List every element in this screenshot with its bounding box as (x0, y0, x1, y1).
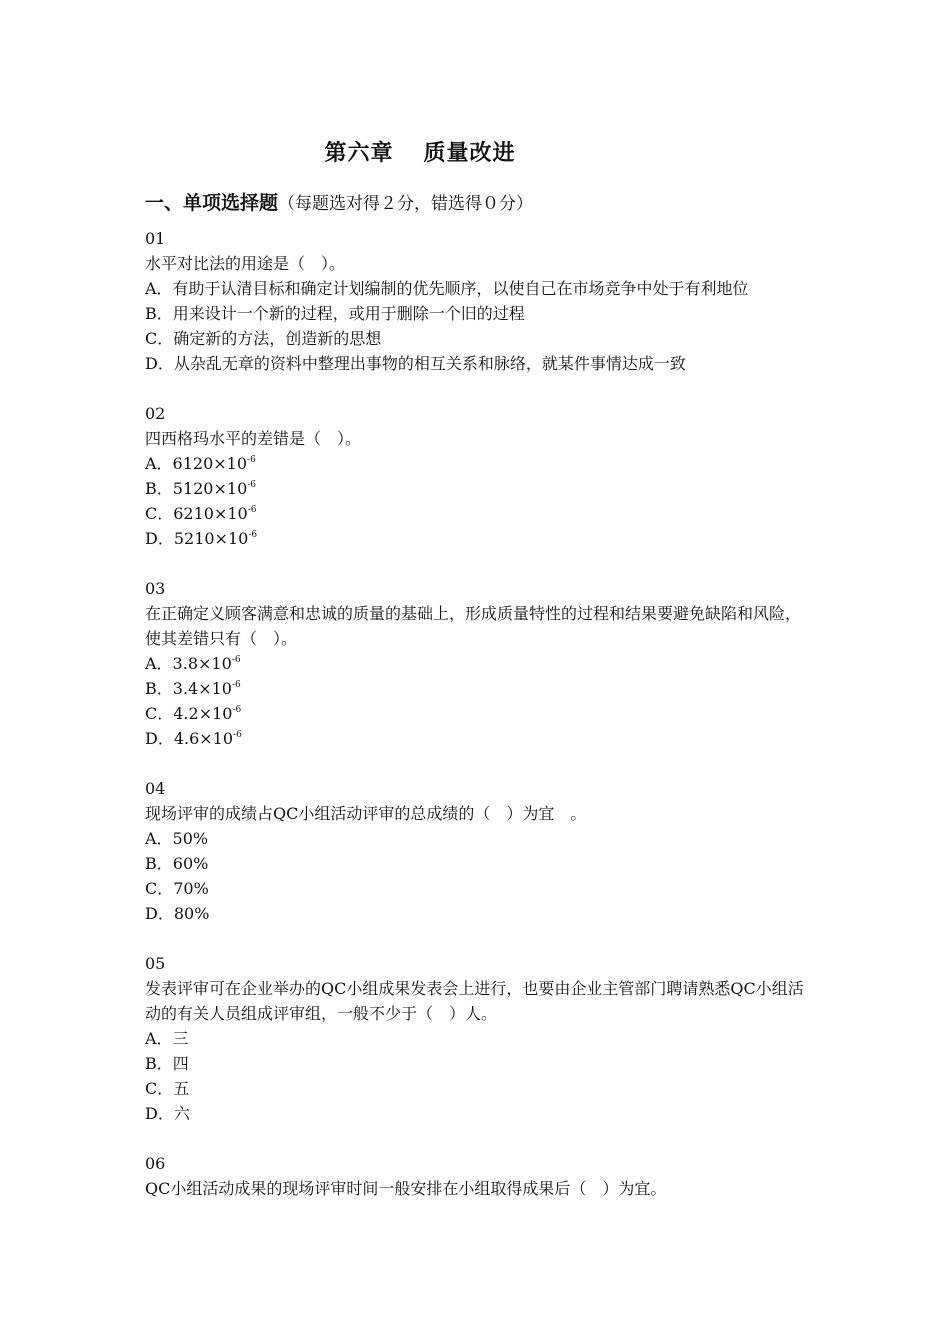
answer-option (145, 451, 815, 476)
option-text: A．3.8×10 (145, 654, 232, 673)
answer-option (145, 676, 815, 701)
answer-option (145, 1101, 815, 1126)
option-text: A．有助于认清目标和确定计划编制的优先顺序，以使自己在市场竞争中处于有利地位 (145, 279, 749, 298)
option-text: B．60% (145, 854, 209, 873)
option-text: D．从杂乱无章的资料中整理出事物的相互关系和脉络，就某件事情达成一致 (145, 354, 686, 373)
section-note: （每题选对得２分，错选得０分） (278, 194, 534, 214)
question-text: 水平对比法的用途是（ ）。 (145, 254, 346, 273)
option-exponent: -6 (248, 530, 258, 540)
option-text: B．3.4×10 (145, 679, 232, 698)
answer-option (145, 301, 815, 326)
question-number: 01 (145, 229, 166, 248)
option-exponent: -6 (231, 680, 241, 690)
answer-option (145, 901, 815, 926)
answer-option (145, 826, 815, 851)
question-number: 03 (145, 579, 166, 598)
section-heading (145, 188, 533, 215)
answer-option (145, 526, 815, 551)
option-text: C．70% (145, 879, 209, 898)
option-text: D．80% (145, 904, 210, 923)
question-item (145, 951, 815, 1126)
answer-option (145, 876, 815, 901)
answer-option (145, 501, 815, 526)
answer-option (145, 851, 815, 876)
option-exponent: -6 (233, 730, 242, 740)
question-item (145, 576, 815, 751)
question-text: 现场评审的成绩占QC小组活动评审的总成绩的（ ）为宜 。 (145, 804, 587, 823)
answer-option (145, 1051, 815, 1076)
question-number: 04 (145, 779, 166, 798)
option-text: A．6120×10 (145, 454, 248, 473)
answer-option (145, 1026, 815, 1051)
answer-option (145, 351, 815, 376)
question-number: 02 (145, 404, 166, 423)
option-exponent: -6 (232, 705, 242, 715)
option-exponent: -6 (247, 505, 257, 515)
section-title: 一、单项选择题 (145, 192, 279, 214)
option-exponent: -6 (247, 480, 257, 490)
chapter-name: 质量改进 (423, 141, 516, 166)
option-exponent: -6 (231, 655, 241, 665)
question-number: 06 (145, 1154, 166, 1173)
question-item (145, 401, 815, 551)
question-item (145, 1151, 815, 1201)
answer-option (145, 701, 815, 726)
question-text: 四西格玛水平的差错是（ ）。 (145, 429, 362, 448)
answer-option (145, 476, 815, 501)
option-text: D．4.6×10 (145, 729, 234, 748)
answer-option (145, 726, 815, 751)
question-number: 05 (145, 954, 166, 973)
answer-option (145, 276, 815, 301)
option-text: D．六 (145, 1104, 190, 1123)
option-text: A．三 (145, 1029, 189, 1048)
option-exponent: -6 (247, 455, 256, 465)
answer-option (145, 1076, 815, 1101)
chapter-title (0, 136, 840, 167)
option-text: C．4.2×10 (145, 704, 233, 723)
option-text: C．五 (145, 1079, 190, 1098)
option-text: C．6210×10 (145, 504, 248, 523)
question-list (145, 226, 815, 1226)
option-text: B．四 (145, 1054, 189, 1073)
answer-option (145, 326, 815, 351)
question-item (145, 226, 815, 376)
question-item (145, 776, 815, 926)
answer-option (145, 651, 815, 676)
option-text: B．5120×10 (145, 479, 248, 498)
question-text: 发表评审可在企业举办的QC小组成果发表会上进行，也要由企业主管部门聘请熟悉QC小组活动的有关人员组成评审组，一般不少于（ ）人。 (145, 979, 804, 1023)
question-text: QC小组活动成果的现场评审时间一般安排在小组取得成果后（ ）为宜。 (145, 1179, 667, 1198)
chapter-number: 第六章 (324, 141, 394, 166)
option-text: C．确定新的方法，创造新的思想 (145, 329, 382, 348)
question-text: 在正确定义顾客满意和忠诚的质量的基础上，形成质量特性的过程和结果要避免缺陷和风险，使其差错只有（ ）。 (145, 604, 802, 648)
option-text: D．5210×10 (145, 529, 249, 548)
option-text: B．用来设计一个新的过程，或用于删除一个旧的过程 (145, 304, 525, 323)
option-text: A．50% (145, 829, 209, 848)
